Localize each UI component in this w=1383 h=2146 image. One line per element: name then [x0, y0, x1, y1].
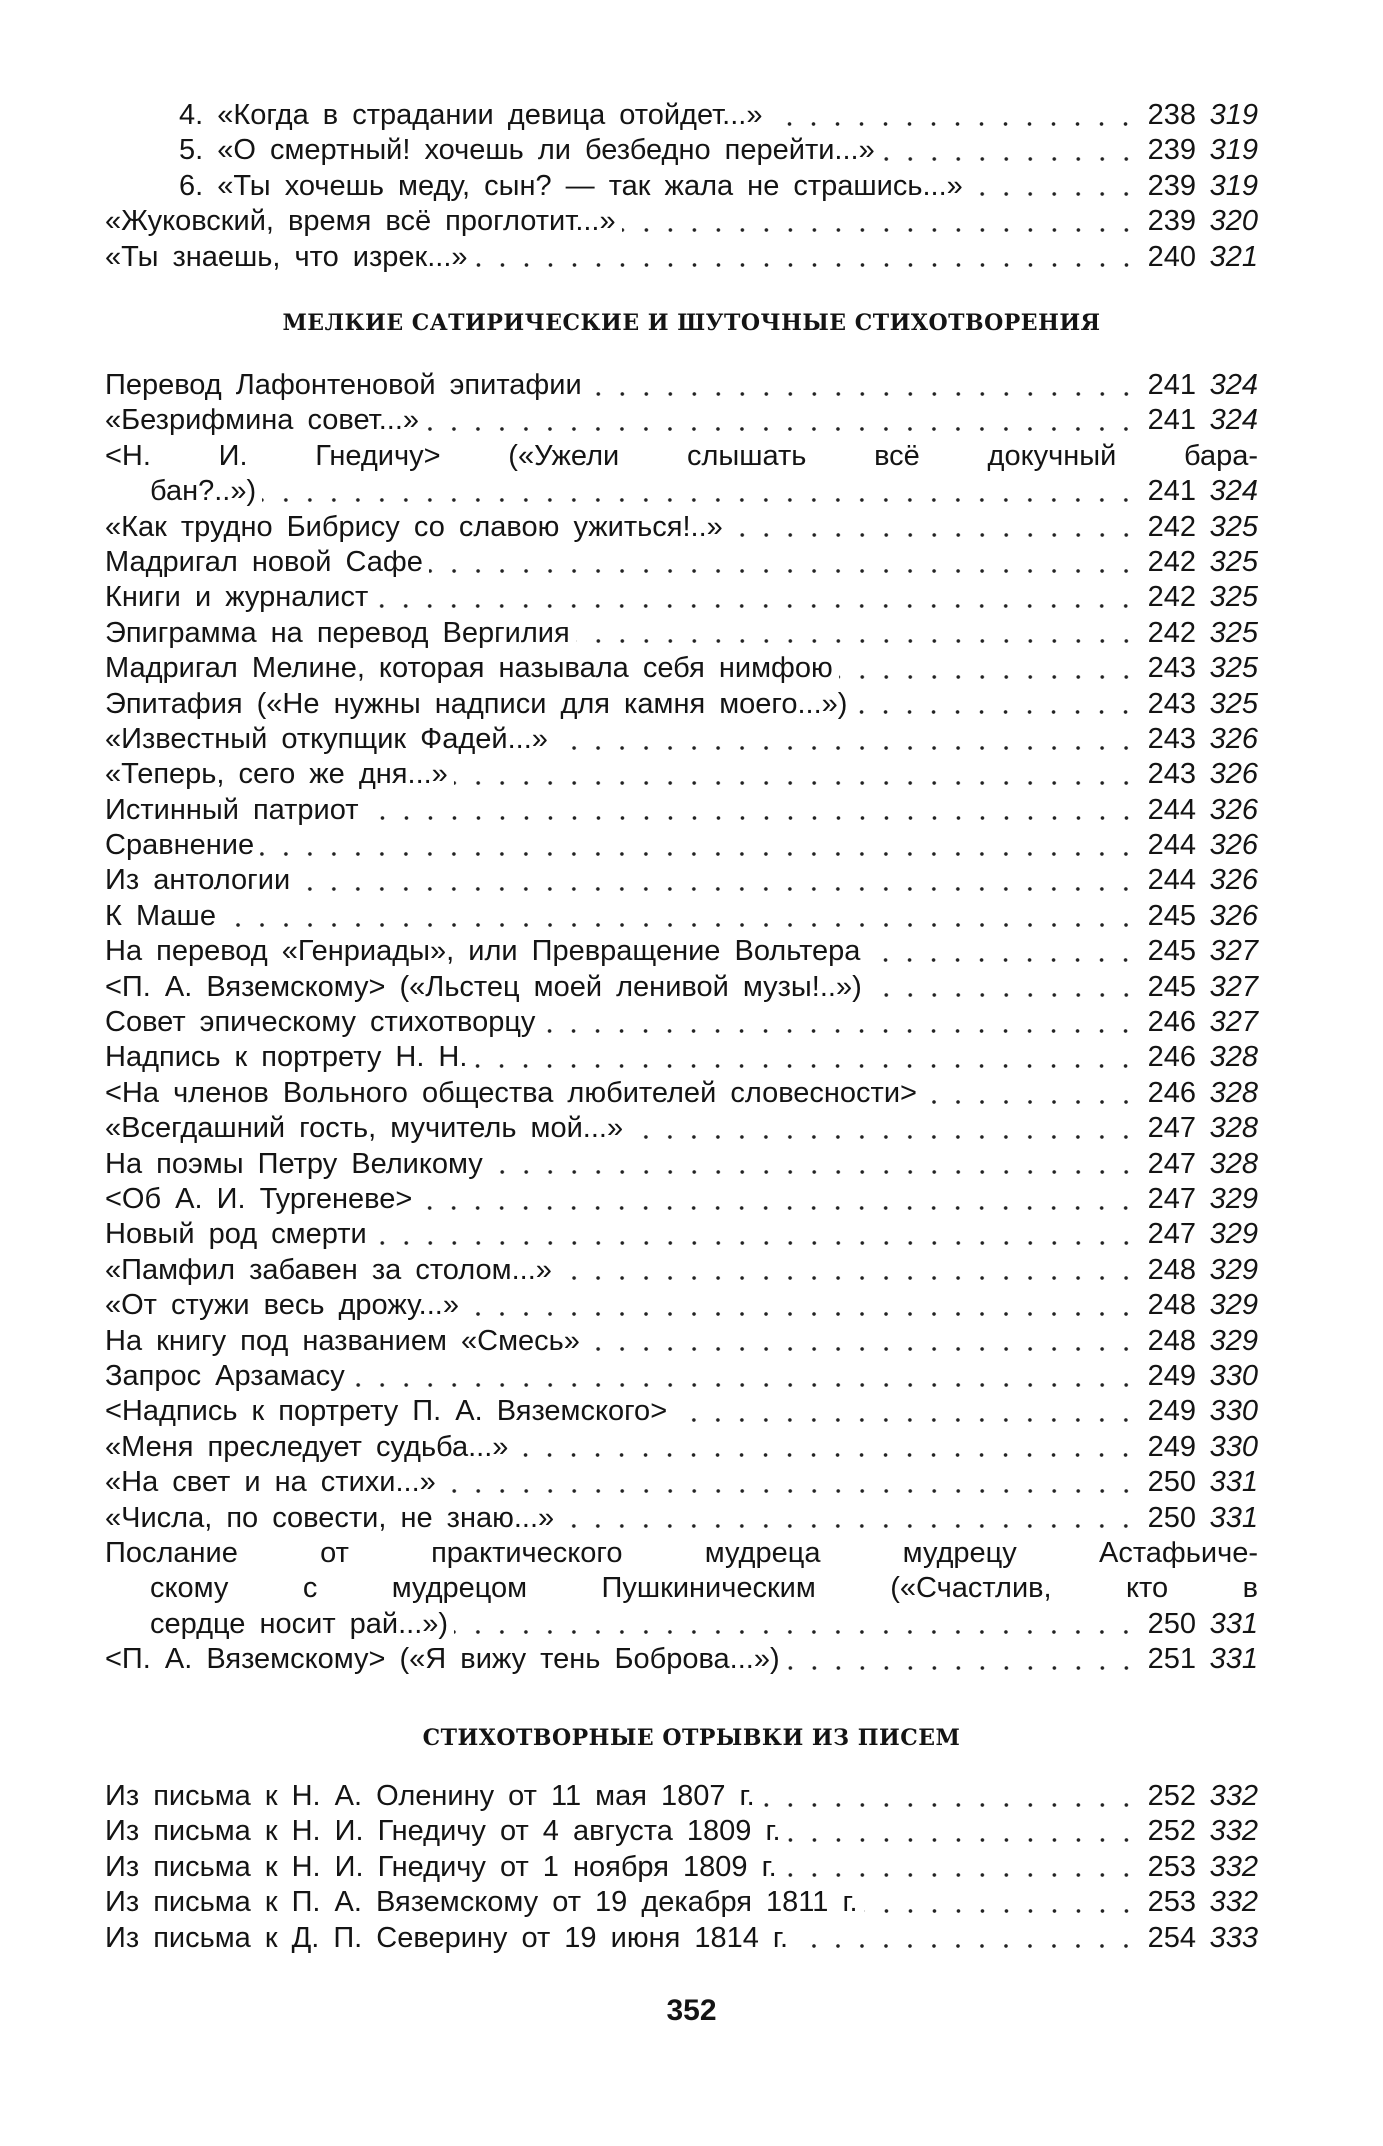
toc-entry-title: «Всегдашний гость, мучитель мой...»	[105, 1112, 624, 1145]
commentary-page-ref: 327	[1209, 935, 1258, 968]
toc-entry-row	[105, 1779, 1258, 1814]
toc-entry	[105, 1850, 1258, 1885]
toc-entry	[105, 1885, 1258, 1920]
toc-entry-title: 4. «Когда в страдании девица отойдет...»	[179, 99, 763, 131]
toc-entry-title-line: <Н. И. Гнедичу> («Ужели слышать всё докучный бара-	[105, 439, 1258, 472]
page-ref: 244	[1147, 864, 1196, 897]
toc-entry-title: Из антологии	[105, 864, 291, 897]
toc-entry	[105, 403, 1258, 438]
dot-leader	[560, 1524, 1138, 1528]
commentary-page-ref: 326	[1209, 829, 1258, 862]
toc-entry-row	[105, 1111, 1258, 1146]
commentary-page-ref: 324	[1209, 369, 1258, 401]
commentary-page-ref: 327	[1209, 970, 1258, 1003]
toc-entry-row	[105, 828, 1258, 863]
toc-entry-title: «Жуковский, время всё проглотит...»	[105, 205, 616, 238]
commentary-page-ref: 325	[1209, 545, 1258, 578]
toc-entry-title: Эпиграмма на перевод Вергилия	[105, 616, 570, 649]
commentary-page-ref: 319	[1209, 134, 1258, 167]
page-ref: 242	[1147, 616, 1196, 649]
toc-entry-row	[105, 98, 1258, 133]
toc-entry-title: Надпись к портрету Н. Н.	[105, 1041, 468, 1074]
page-ref: 245	[1147, 899, 1196, 932]
page-ref: 250	[1147, 1466, 1196, 1499]
dot-leader	[474, 263, 1138, 267]
commentary-page-ref: 331	[1209, 1466, 1258, 1499]
toc-entry-row	[105, 970, 1258, 1005]
section-heading-satirical: МЕЛКИЕ САТИРИЧЕСКИЕ И ШУТОЧНЫЕ СТИХОТВОРЕНИЯ	[282, 310, 1101, 336]
toc-entry-title: Запрос Арзамасу	[105, 1359, 345, 1392]
toc-entry-row	[105, 1288, 1258, 1323]
dot-leader	[586, 1347, 1138, 1351]
toc-entry-title: На перевод «Генриады», или Превращение Вольтера	[105, 935, 861, 968]
page-ref: 250	[1147, 1607, 1196, 1640]
dot-leader	[866, 958, 1138, 962]
toc-entry-row	[105, 133, 1258, 168]
toc-entry	[105, 1040, 1258, 1075]
toc-entry	[105, 1005, 1258, 1040]
commentary-page-ref: 329	[1209, 1218, 1258, 1251]
page-ref: 246	[1147, 1006, 1196, 1039]
toc-entry-row	[105, 793, 1258, 828]
toc-entry-title: «Числа, по совести, не знаю...»	[105, 1501, 555, 1534]
dot-leader	[853, 710, 1138, 714]
commentary-page-ref: 333	[1209, 1921, 1258, 1954]
toc-entry-row	[105, 204, 1258, 239]
toc-entry-row	[105, 1814, 1258, 1849]
toc-entry-row	[105, 1921, 1258, 1956]
toc-entry-row	[105, 899, 1258, 934]
toc-entry	[105, 1359, 1258, 1394]
toc-entry-row	[105, 1253, 1258, 1288]
toc-entry-row	[105, 474, 1258, 509]
toc-entry-title: Новый род смерти	[105, 1218, 367, 1251]
page-ref: 248	[1147, 1324, 1196, 1357]
page-ref: 249	[1147, 1430, 1196, 1463]
dot-leader	[222, 923, 1138, 927]
toc-entry	[105, 970, 1258, 1005]
commentary-page-ref: 326	[1209, 899, 1258, 932]
toc-entry	[105, 133, 1258, 168]
commentary-page-ref: 325	[1209, 687, 1258, 720]
page-ref: 249	[1147, 1395, 1196, 1428]
toc-entry	[105, 580, 1258, 615]
toc-entry-title: <П. А. Вяземскому> («Льстец моей ленивой музы!..»)	[105, 970, 862, 1003]
toc-section-satirical	[105, 368, 1258, 1677]
toc-entry-title: Сравнение	[105, 829, 255, 862]
toc-entry	[105, 1536, 1258, 1642]
toc-entry-row	[105, 1501, 1258, 1536]
toc-entry	[105, 1642, 1258, 1677]
toc-entry-title: <На членов Вольного общества любителей словесности>	[105, 1076, 917, 1109]
toc-entry-title: «От стужи весь дрожу...»	[105, 1289, 459, 1322]
commentary-page-ref: 332	[1209, 1850, 1258, 1883]
toc-entry	[105, 1147, 1258, 1182]
toc-entry-title: <Надпись к портрету П. А. Вяземского>	[105, 1395, 668, 1428]
page-ref: 252	[1147, 1780, 1196, 1812]
page-ref: 247	[1147, 1147, 1196, 1180]
toc-entry	[105, 1217, 1258, 1252]
page-ref: 247	[1147, 1218, 1196, 1251]
toc-entry-title: Перевод Лафонтеновой эпитафии	[105, 369, 582, 401]
commentary-page-ref: 320	[1209, 205, 1258, 238]
dot-leader	[794, 1944, 1138, 1948]
commentary-page-ref: 325	[1209, 652, 1258, 685]
page-ref: 243	[1147, 687, 1196, 720]
toc-entry-title: Из письма к Н. А. Оленину от 11 мая 1807 г.	[105, 1780, 755, 1812]
commentary-page-ref: 328	[1209, 1041, 1258, 1074]
dot-leader	[473, 1064, 1138, 1068]
toc-entry	[105, 368, 1258, 403]
toc-entry-title: «Меня преследует судьба...»	[105, 1430, 509, 1463]
page-ref: 248	[1147, 1253, 1196, 1286]
toc-entry-row	[105, 1005, 1258, 1040]
commentary-page-ref: 331	[1209, 1643, 1258, 1676]
toc-entry-title: Из письма к П. А. Вяземскому от 19 декабря 1811 г.	[105, 1886, 858, 1919]
toc-entry	[105, 1921, 1258, 1956]
commentary-page-ref: 330	[1209, 1359, 1258, 1392]
page-ref: 251	[1147, 1643, 1196, 1676]
commentary-page-ref: 329	[1209, 1253, 1258, 1286]
toc-entry	[105, 934, 1258, 969]
commentary-page-ref: 328	[1209, 1076, 1258, 1109]
toc-entry	[105, 169, 1258, 204]
toc-entry	[105, 1324, 1258, 1359]
commentary-page-ref: 331	[1209, 1501, 1258, 1534]
toc-entry-row	[105, 722, 1258, 757]
toc-entry	[105, 828, 1258, 863]
toc-entry	[105, 687, 1258, 722]
page-number: 352	[666, 1994, 717, 2027]
commentary-page-ref: 325	[1209, 581, 1258, 614]
page-ref: 246	[1147, 1041, 1196, 1074]
toc-entry	[105, 651, 1258, 686]
page-ref: 243	[1147, 722, 1196, 755]
toc-entry-title-line: скому с мудрецом Пушкиническим («Счастлив, кто в	[150, 1572, 1258, 1605]
toc-entry-row	[105, 1182, 1258, 1217]
dot-leader	[373, 1241, 1138, 1245]
toc-entry-row	[105, 1217, 1258, 1252]
toc-entry	[105, 1465, 1258, 1500]
toc-entry-title: <Об А. И. Тургеневе>	[105, 1182, 413, 1215]
toc-entry	[105, 1779, 1258, 1814]
dot-leader	[429, 569, 1138, 573]
commentary-page-ref: 330	[1209, 1430, 1258, 1463]
toc-entry-row	[105, 757, 1258, 792]
toc-section-continued	[105, 98, 1258, 275]
commentary-page-ref: 331	[1209, 1607, 1258, 1640]
commentary-page-ref: 329	[1209, 1324, 1258, 1357]
toc-entry-title: Совет эпическому стихотворцу	[105, 1006, 536, 1039]
dot-leader	[442, 1489, 1138, 1493]
toc-entry-row	[105, 240, 1258, 275]
toc-entry-row	[105, 510, 1258, 545]
toc-entry-title: На поэмы Петру Великому	[105, 1147, 483, 1180]
toc-entry-row	[105, 1607, 1258, 1642]
page-ref: 247	[1147, 1182, 1196, 1215]
toc-entry-title: Мадригал Мелине, которая называла себя нимфою	[105, 652, 833, 685]
toc-entry-title: На книгу под названием «Смесь»	[105, 1324, 580, 1357]
dot-leader	[454, 1630, 1138, 1634]
page-ref: 238	[1147, 99, 1196, 131]
dot-leader	[786, 1666, 1138, 1670]
section-heading-letters: СТИХОТВОРНЫЕ ОТРЫВКИ ИЗ ПИСЕМ	[422, 1725, 961, 1751]
page-ref: 252	[1147, 1815, 1196, 1848]
toc-entry-row	[105, 368, 1258, 403]
toc-entry-row	[105, 1394, 1258, 1429]
toc-entry	[105, 616, 1258, 651]
toc-entry-row	[105, 1040, 1258, 1075]
commentary-page-ref: 319	[1209, 99, 1258, 131]
toc-entry-title: «Известный откупщик Фадей...»	[105, 722, 548, 755]
dot-leader	[729, 533, 1138, 537]
page-ref: 240	[1147, 240, 1196, 273]
toc-entry	[105, 439, 1258, 510]
toc-entry-row	[105, 169, 1258, 204]
toc-entry	[105, 1182, 1258, 1217]
dot-leader	[969, 192, 1138, 196]
page-ref: 239	[1147, 169, 1196, 202]
page-ref: 253	[1147, 1886, 1196, 1919]
page-ref: 242	[1147, 510, 1196, 543]
toc-entry-row	[105, 616, 1258, 651]
toc-entry-title: <П. А. Вяземскому> («Я вижу тень Боброва...»)	[105, 1643, 780, 1676]
commentary-page-ref: 326	[1209, 722, 1258, 755]
page-ref: 248	[1147, 1289, 1196, 1322]
dot-leader	[761, 1803, 1138, 1807]
toc-entry-row	[105, 934, 1258, 969]
commentary-page-ref: 330	[1209, 1395, 1258, 1428]
page-ref: 241	[1147, 475, 1196, 508]
toc-entry-row	[105, 1430, 1258, 1465]
toc-entry	[105, 1814, 1258, 1849]
toc-entry-title: Из письма к Н. И. Гнедичу от 4 августа 1809 г.	[105, 1815, 781, 1848]
dot-leader	[864, 1909, 1138, 1913]
commentary-page-ref: 326	[1209, 793, 1258, 826]
toc-entry-title: К Маше	[105, 899, 216, 932]
commentary-page-ref: 332	[1209, 1886, 1258, 1919]
dot-leader	[418, 1206, 1138, 1210]
toc-entry-row	[105, 1147, 1258, 1182]
toc-entry-title: «Теперь, сего же дня...»	[105, 758, 448, 791]
commentary-page-ref: 326	[1209, 758, 1258, 791]
dot-leader	[296, 887, 1138, 891]
dot-leader	[541, 1029, 1138, 1033]
page-ref: 253	[1147, 1850, 1196, 1883]
dot-leader	[465, 1312, 1138, 1316]
toc-entry-title: Эпитафия («Не нужны надписи для камня моего...»)	[105, 687, 848, 720]
toc-entry	[105, 98, 1258, 133]
page-ref: 239	[1147, 134, 1196, 167]
toc-entry-row	[105, 1642, 1258, 1677]
dot-leader	[260, 852, 1138, 856]
toc-entry-title: Из письма к Н. И. Гнедичу от 1 ноября 1809 г.	[105, 1850, 777, 1883]
toc-entry	[105, 1288, 1258, 1323]
toc-entry	[105, 863, 1258, 898]
dot-leader	[783, 1873, 1138, 1877]
toc-entry-title: 6. «Ты хочешь меду, сын? — так жала не страшись...»	[179, 169, 963, 202]
commentary-page-ref: 332	[1209, 1815, 1258, 1848]
dot-leader	[881, 157, 1138, 161]
page-ref: 244	[1147, 793, 1196, 826]
dot-leader	[787, 1838, 1138, 1842]
dot-leader	[768, 122, 1138, 126]
toc-entry-row	[105, 863, 1258, 898]
toc-entry-title: сердце носит рай...»)	[150, 1607, 449, 1640]
dot-leader	[868, 993, 1138, 997]
toc-entry	[105, 204, 1258, 239]
toc-entry-row	[105, 1359, 1258, 1394]
commentary-page-ref: 326	[1209, 864, 1258, 897]
dot-leader	[365, 816, 1138, 820]
toc-entry	[105, 757, 1258, 792]
toc-entry-title: «Ты знаешь, что изрек...»	[105, 240, 468, 273]
toc-entry-row	[105, 1324, 1258, 1359]
page-ref: 244	[1147, 829, 1196, 862]
page-ref: 241	[1147, 404, 1196, 437]
toc-entry-row	[105, 580, 1258, 615]
toc-entry-title: «Памфил забавен за столом...»	[105, 1253, 552, 1286]
commentary-page-ref: 332	[1209, 1780, 1258, 1812]
toc-entry-title: «Безрифмина совет...»	[105, 404, 420, 437]
commentary-page-ref: 329	[1209, 1182, 1258, 1215]
toc-entry-title: 5. «О смертный! хочешь ли безбедно перейти...»	[179, 134, 875, 167]
commentary-page-ref: 329	[1209, 1289, 1258, 1322]
dot-leader	[489, 1170, 1138, 1174]
toc-entry	[105, 1076, 1258, 1111]
toc-entry-title: бан?..»)	[150, 475, 257, 508]
commentary-page-ref: 327	[1209, 1006, 1258, 1039]
toc-entry-row	[105, 1465, 1258, 1500]
toc-entry	[105, 1253, 1258, 1288]
commentary-page-ref: 324	[1209, 404, 1258, 437]
commentary-page-ref: 321	[1209, 240, 1258, 273]
toc-entry-row	[105, 651, 1258, 686]
page-ref: 242	[1147, 545, 1196, 578]
toc-entry-row	[105, 1076, 1258, 1111]
toc-entry-title: Книги и журналист	[105, 581, 369, 614]
dot-leader	[514, 1453, 1138, 1457]
dot-leader	[923, 1100, 1138, 1104]
toc-entry	[105, 1430, 1258, 1465]
dot-leader	[588, 392, 1138, 396]
dot-leader	[622, 228, 1138, 232]
commentary-page-ref: 324	[1209, 475, 1258, 508]
toc-entry	[105, 899, 1258, 934]
dot-leader	[576, 639, 1138, 643]
commentary-page-ref: 328	[1209, 1147, 1258, 1180]
dot-leader	[351, 1383, 1138, 1387]
toc-entry-row	[105, 687, 1258, 722]
dot-leader	[374, 604, 1138, 608]
toc-entry	[105, 510, 1258, 545]
page-ref: 239	[1147, 205, 1196, 238]
page-ref: 247	[1147, 1112, 1196, 1145]
toc-entry	[105, 793, 1258, 828]
page-ref: 243	[1147, 758, 1196, 791]
dot-leader	[454, 781, 1138, 785]
dot-leader	[629, 1135, 1138, 1139]
commentary-page-ref: 319	[1209, 169, 1258, 202]
toc-entry-title: «Как трудно Бибрису со славою ужиться!..»	[105, 510, 723, 543]
commentary-page-ref: 325	[1209, 510, 1258, 543]
dot-leader	[554, 746, 1138, 750]
toc-entry-row	[105, 403, 1258, 438]
toc-entry-title: Истинный патриот	[105, 793, 359, 826]
page-ref: 250	[1147, 1501, 1196, 1534]
page-ref: 245	[1147, 935, 1196, 968]
toc-entry-row	[105, 545, 1258, 580]
toc-entry-title: Мадригал новой Сафе	[105, 545, 423, 578]
dot-leader	[673, 1418, 1138, 1422]
toc-entry	[105, 240, 1258, 275]
page-ref: 249	[1147, 1359, 1196, 1392]
toc-entry-title-line: Послание от практического мудреца мудрецу Астафьиче-	[105, 1536, 1258, 1569]
page-ref: 254	[1147, 1921, 1196, 1954]
toc-entry	[105, 1111, 1258, 1146]
commentary-page-ref: 328	[1209, 1112, 1258, 1145]
toc-entry-row	[105, 1850, 1258, 1885]
toc-entry	[105, 545, 1258, 580]
page-ref: 241	[1147, 369, 1196, 401]
toc-entry	[105, 722, 1258, 757]
dot-leader	[262, 498, 1138, 502]
dot-leader	[558, 1276, 1138, 1280]
dot-leader	[839, 675, 1138, 679]
toc-entry	[105, 1394, 1258, 1429]
commentary-page-ref: 325	[1209, 616, 1258, 649]
toc-section-letters	[105, 1779, 1258, 1956]
page-ref: 242	[1147, 581, 1196, 614]
page-ref: 246	[1147, 1076, 1196, 1109]
toc-entry-title: «На свет и на стихи...»	[105, 1466, 436, 1499]
dot-leader	[425, 427, 1138, 431]
page-ref: 243	[1147, 652, 1196, 685]
toc-entry	[105, 1501, 1258, 1536]
toc-entry-title: Из письма к Д. П. Северину от 19 июня 1814 г.	[105, 1921, 789, 1954]
page-ref: 245	[1147, 970, 1196, 1003]
toc-entry-row	[105, 1885, 1258, 1920]
